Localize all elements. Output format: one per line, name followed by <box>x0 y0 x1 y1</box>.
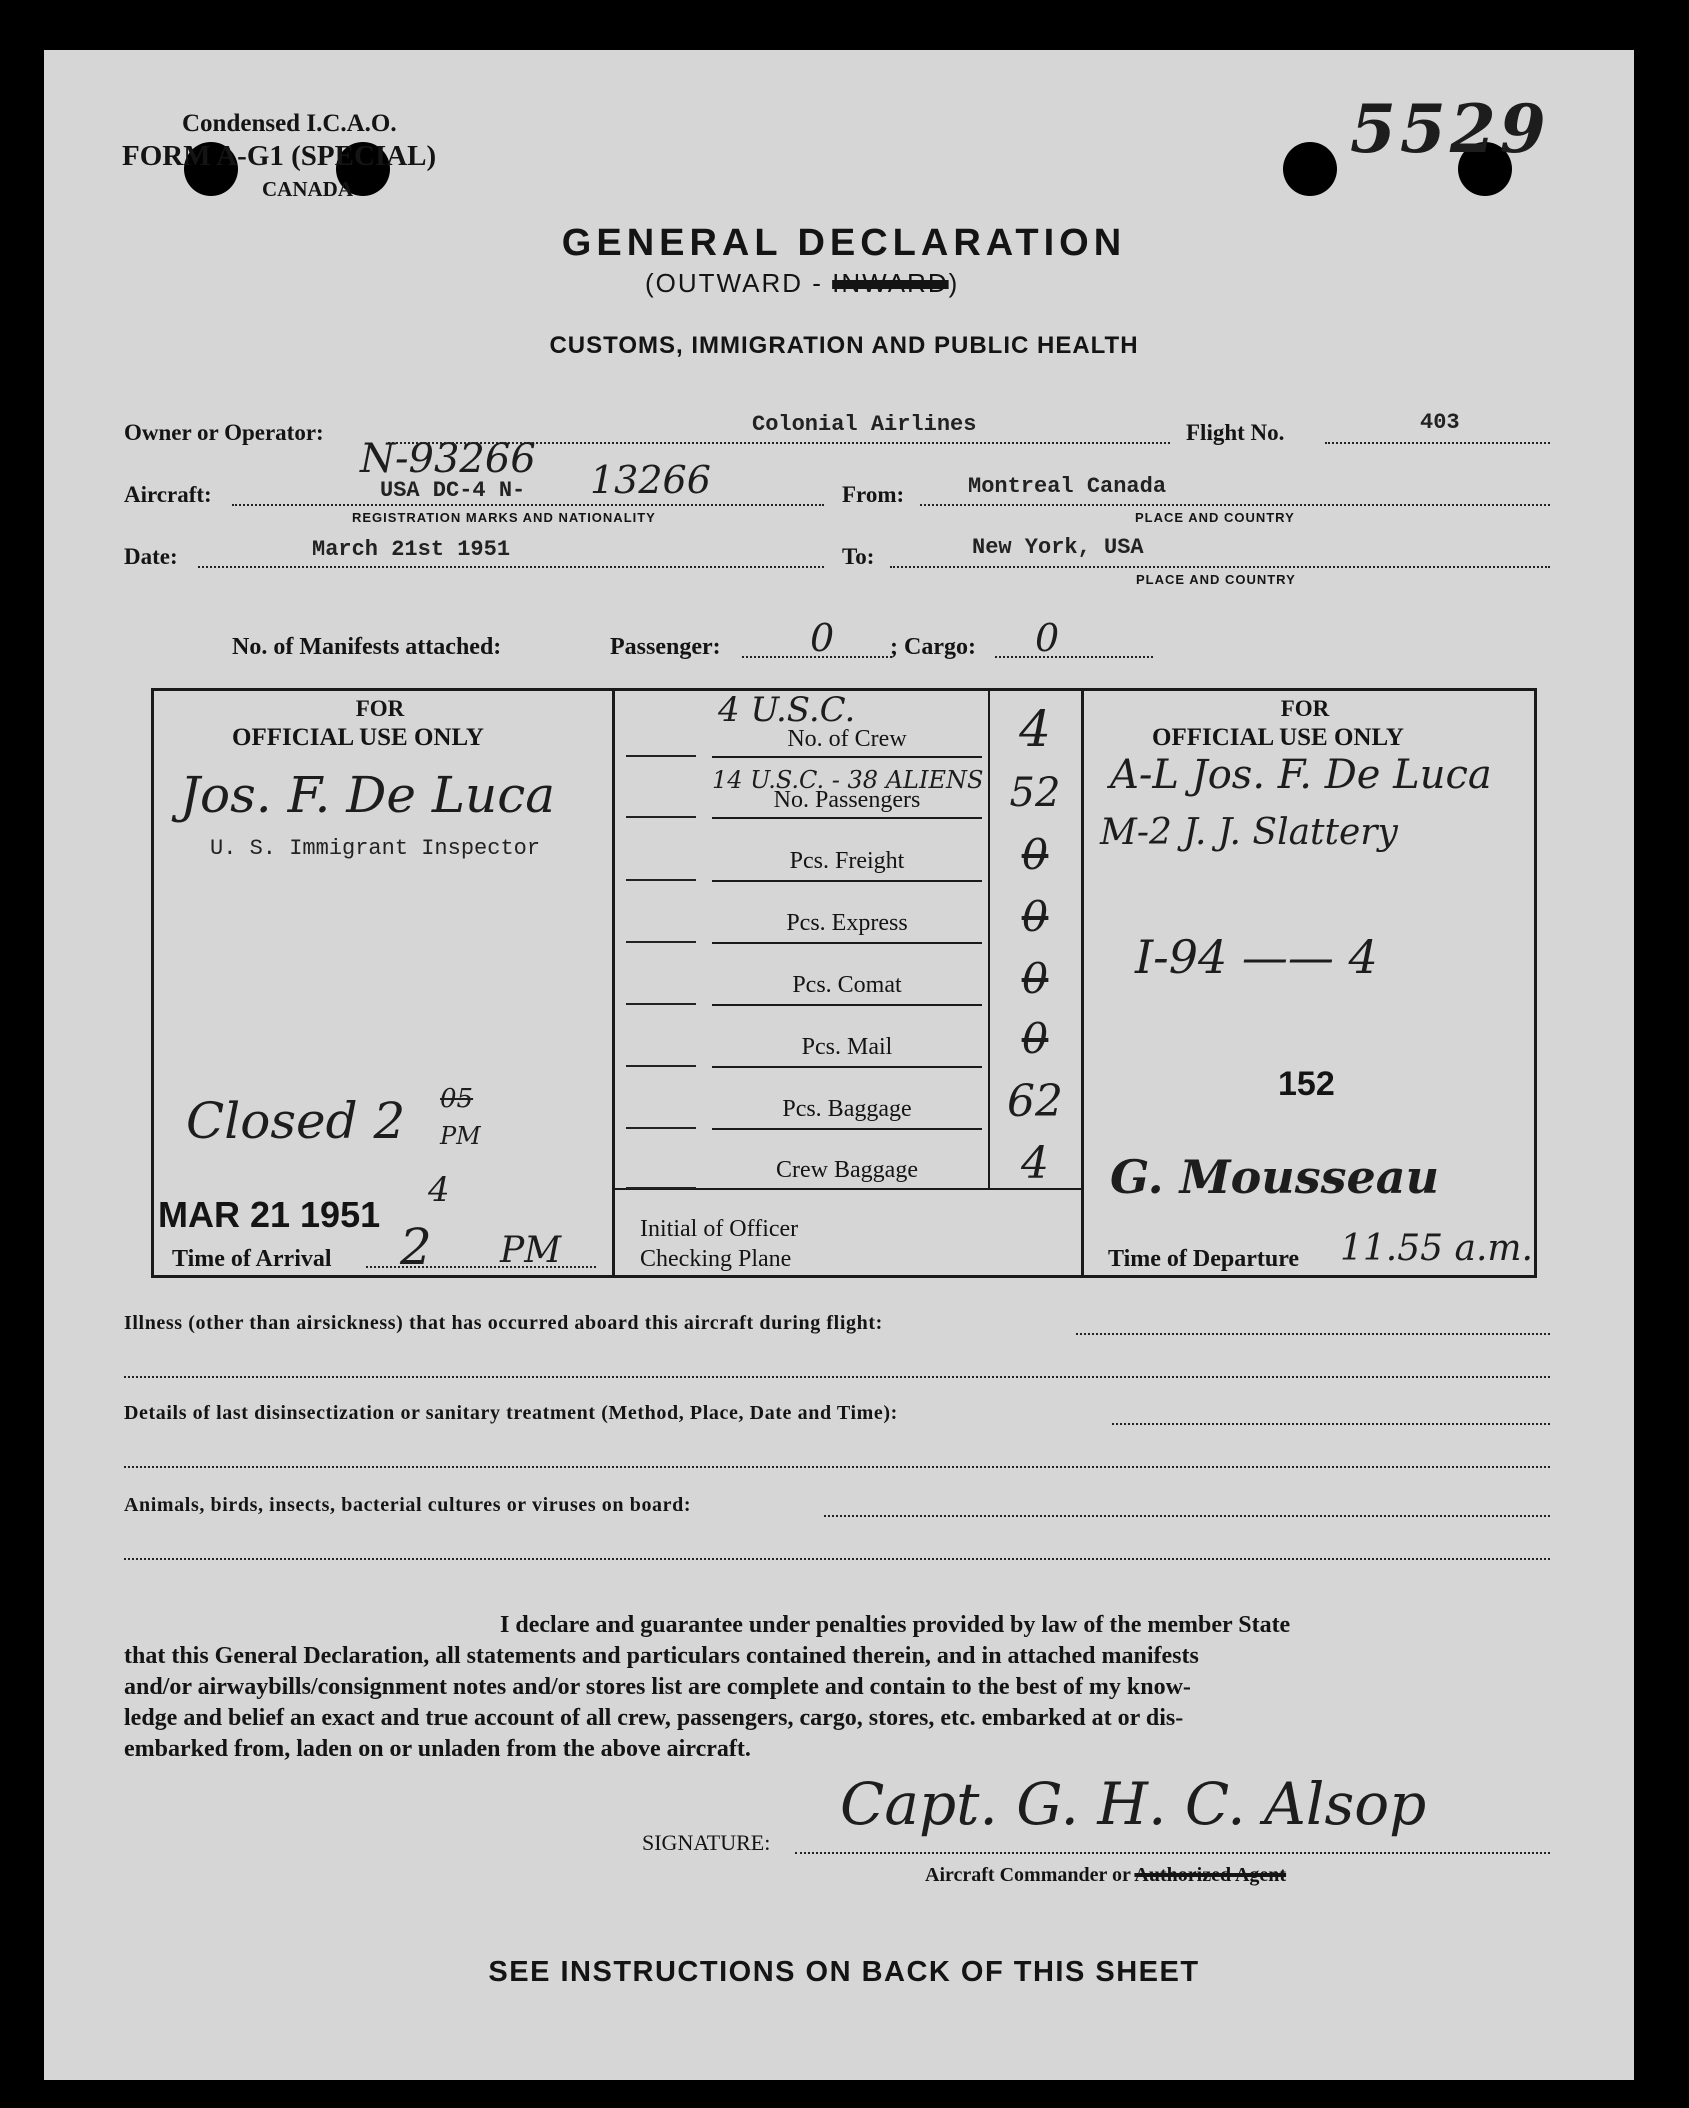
row-4-value: 0 <box>1021 954 1049 1003</box>
official-left-heading: OFFICIAL USE ONLY <box>232 724 484 751</box>
punch-hole-right-1-icon <box>1283 142 1337 196</box>
passenger-manifest-label: Passenger: <box>610 634 721 660</box>
disinsection-line-1 <box>1112 1423 1550 1425</box>
arrival-stamp-date: MAR 21 1951 <box>158 1194 381 1235</box>
row-3-rule <box>712 942 982 944</box>
subtitle-close: ) <box>948 268 960 298</box>
row-7-left-line <box>626 1187 696 1189</box>
declaration-line-2: that this General Declaration, all statements and particulars contained therein, and in attached manifests <box>124 1643 1199 1669</box>
commander-caption <box>925 1864 1286 1887</box>
official-right-for: FOR <box>1280 696 1330 721</box>
arrival-minutes: 4 <box>428 1170 450 1210</box>
aircraft-value: USA DC-4 N- <box>380 478 526 503</box>
row-5-rule <box>712 1066 982 1068</box>
arrival-label: Time of Arrival <box>172 1246 332 1272</box>
illness-line-1 <box>1076 1333 1550 1335</box>
flight-label: Flight No. <box>1186 420 1285 445</box>
cargo-manifest-label: ; Cargo: <box>890 634 976 660</box>
row-3-value: 0 <box>1021 892 1049 941</box>
date-label: Date: <box>124 544 178 569</box>
from-line <box>920 504 1550 506</box>
cargo-manifest-line <box>995 656 1153 658</box>
to-label: To: <box>842 544 875 569</box>
row-5-left-line <box>626 1065 696 1067</box>
illness-label: Illness (other than airsickness) that has occurred aboard this aircraft during flight: <box>124 1312 883 1334</box>
aircraft-handwritten: N-93266 <box>360 436 536 482</box>
flight-value: 403 <box>1420 410 1460 435</box>
disinsection-label: Details of last disinsectization or sanitary treatment (Method, Place, Date and Time): <box>124 1402 898 1424</box>
from-value: Montreal Canada <box>968 474 1167 499</box>
row-4-left-line <box>626 1003 696 1005</box>
animals-label: Animals, birds, insects, bacterial cultures or viruses on board: <box>124 1494 692 1516</box>
initial-label-2: Checking Plane <box>640 1246 792 1272</box>
row-0-rule <box>712 756 982 758</box>
row-7-label: Crew Baggage <box>776 1157 918 1183</box>
row-5-value: 0 <box>1021 1014 1049 1063</box>
official-right-heading: OFFICIAL USE ONLY <box>1152 724 1404 751</box>
row-2-left-line <box>626 879 696 881</box>
row-6-left-line <box>626 1127 696 1129</box>
arrival-hour: 2 <box>400 1218 432 1276</box>
row-2-rule <box>712 880 982 882</box>
row-0-label: No. of Crew <box>787 726 907 752</box>
initial-label-1: Initial of Officer <box>640 1216 799 1242</box>
official-right-number: 152 <box>1278 1065 1335 1103</box>
from-caption: PLACE AND COUNTRY <box>1135 510 1295 525</box>
official-right-line2: M-2 J. J. Slattery <box>1100 812 1398 853</box>
declaration-line-3: and/or airwaybills/consignment notes and/or stores list are complete and contain to the best of my know- <box>124 1674 1191 1700</box>
page-title: GENERAL DECLARATION <box>561 222 1127 264</box>
row-5-label: Pcs. Mail <box>801 1034 893 1060</box>
stamp-number: 5529 <box>1350 90 1550 168</box>
closed-minutes: 05 <box>440 1084 474 1114</box>
animals-line-1 <box>824 1515 1550 1517</box>
row-1-value: 52 <box>1009 770 1061 816</box>
to-line <box>890 566 1550 568</box>
official-right-i94: I-94 —— 4 <box>1135 930 1378 984</box>
row-1-left-line <box>626 816 696 818</box>
from-label: From: <box>842 482 905 507</box>
official-right-signature: G. Mousseau <box>1110 1150 1440 1204</box>
departure-label: Time of Departure <box>1108 1246 1300 1272</box>
row-4-label: Pcs. Comat <box>792 972 902 998</box>
row-3-label: Pcs. Express <box>786 910 908 936</box>
row-0-left-line <box>626 755 696 757</box>
date-value: March 21st 1951 <box>312 537 511 562</box>
manifests-label: No. of Manifests attached: <box>232 634 502 660</box>
row-1-rule <box>712 817 982 819</box>
aircraft-label: Aircraft: <box>124 482 212 507</box>
box-divider-values <box>988 688 990 1190</box>
row-6-rule <box>712 1128 982 1130</box>
official-left-for: FOR <box>355 696 405 721</box>
to-caption: PLACE AND COUNTRY <box>1136 572 1296 587</box>
row-2-value: 0 <box>1021 830 1049 879</box>
page-subtitle <box>645 268 959 299</box>
form-condensed-label: Condensed I.C.A.O. <box>182 110 397 137</box>
commander-label: Aircraft Commander or <box>925 1864 1135 1886</box>
subtitle-outward: (OUTWARD - <box>645 268 833 298</box>
official-left-signature: Jos. F. De Luca <box>180 766 556 824</box>
aircraft-handwritten-2: 13266 <box>590 458 711 502</box>
row-1-label: No. Passengers <box>773 787 921 813</box>
flight-line <box>1325 442 1550 444</box>
box-divider-right <box>1081 688 1084 1278</box>
row-3-left-line <box>626 941 696 943</box>
agent-struck: Authorized Agent <box>1134 1864 1287 1886</box>
row-4-rule <box>712 1004 982 1006</box>
cargo-manifest-value: 0 <box>1035 616 1060 660</box>
row-6-label: Pcs. Baggage <box>782 1096 912 1122</box>
illness-line-2 <box>124 1376 1550 1378</box>
footer-instructions: SEE INSTRUCTIONS ON BACK OF THIS SHEET <box>488 1956 1200 1988</box>
form-number-label: FORM A-G1 (SPECIAL) <box>122 140 437 172</box>
row-7-value: 4 <box>1021 1138 1049 1189</box>
aircraft-line <box>232 504 824 506</box>
signature-label: SIGNATURE: <box>642 1830 771 1855</box>
declaration-line-5: embarked from, laden on or unladen from the above aircraft. <box>124 1736 751 1762</box>
declaration-line-1: I declare and guarantee under penalties provided by law of the member State <box>500 1612 1291 1638</box>
row-1-note: 14 U.S.C. - 38 ALIENS <box>712 766 984 794</box>
arrival-pm: PM <box>500 1230 562 1271</box>
closed-pm: PM <box>440 1122 481 1150</box>
form-country-label: CANADA <box>262 177 353 201</box>
row-6-value: 62 <box>1007 1076 1063 1127</box>
closed-note: Closed 2 <box>186 1092 406 1150</box>
animals-line-2 <box>124 1558 1550 1560</box>
declaration-line-4: ledge and belief an exact and true account of all crew, passengers, cargo, stores, etc. embarked at or dis- <box>124 1705 1184 1731</box>
official-right-line1: A-L Jos. F. De Luca <box>1110 752 1492 798</box>
row-0-note: 4 U.S.C. <box>718 690 856 730</box>
commander-signature: Capt. G. H. C. Alsop <box>840 1770 1427 1838</box>
owner-label: Owner or Operator: <box>124 420 324 445</box>
passenger-manifest-value: 0 <box>810 616 835 660</box>
official-left-title: U. S. Immigrant Inspector <box>210 836 541 861</box>
disinsection-line-2 <box>124 1466 1550 1468</box>
date-line <box>198 566 824 568</box>
row-2-label: Pcs. Freight <box>789 848 905 874</box>
subtitle-inward-struck: INWARD <box>832 268 949 298</box>
row-0-value: 4 <box>1019 700 1051 758</box>
aircraft-caption: REGISTRATION MARKS AND NATIONALITY <box>352 510 656 525</box>
signature-line <box>795 1852 1550 1854</box>
to-value: New York, USA <box>972 535 1144 560</box>
section-heading: CUSTOMS, IMMIGRATION AND PUBLIC HEALTH <box>549 332 1139 359</box>
owner-value: Colonial Airlines <box>752 412 977 437</box>
departure-value: 11.55 a.m. <box>1340 1228 1533 1269</box>
